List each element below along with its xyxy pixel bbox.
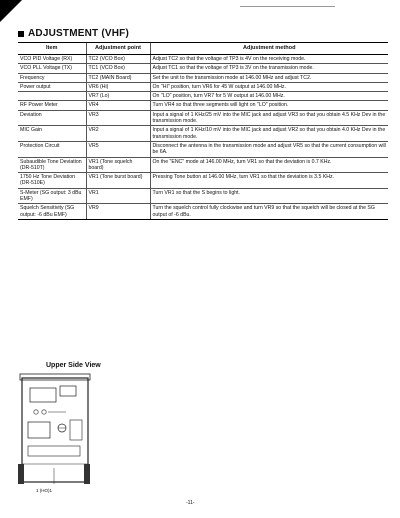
- cell-point: VR1: [86, 188, 150, 204]
- cell-method: Adjust TC2 so that the voltage of TP3 is 4V on the receiving mode.: [150, 55, 388, 64]
- page-number: -11-: [186, 500, 195, 506]
- cell-method: Adjust TC1 so that the voltage of TP3 is 3V on the transmission mode.: [150, 64, 388, 73]
- upper-side-view-diagram: [18, 372, 104, 488]
- adjustment-table: [18, 42, 388, 220]
- cell-item: MIC Gain: [18, 126, 86, 142]
- corner-mark: [0, 0, 22, 22]
- bullet-square-icon: [18, 31, 24, 37]
- table-row: [18, 110, 388, 126]
- table-row: [18, 64, 388, 73]
- cell-item: Deviation: [18, 110, 86, 126]
- cell-point: VR4: [86, 101, 150, 110]
- cell-method: Input a signal of 1 KHz/25 mV into the MIC jack and adjust VR3 so that you obtain 4.5 KHz Dev in the transmission mode.: [150, 110, 388, 126]
- diagram-label: 1 (HO)1: [36, 488, 53, 493]
- cell-method: Disconnect the antenna in the transmission mode and adjust VR5 so that the current consumption will be 6A.: [150, 141, 388, 157]
- table-row: [18, 82, 388, 91]
- column-header-method: Adjustment method: [150, 43, 388, 55]
- cell-item: VCO PID Voltage (RX): [18, 55, 86, 64]
- cell-point: VR9: [86, 204, 150, 220]
- cell-method: Input a signal of 1 KHz/10 mV into the MIC jack and adjust VR2 so that you obtain 4.0 KHz Dev in the transmission mode.: [150, 126, 388, 142]
- cell-point: TC2 (MAIN Board): [86, 73, 150, 82]
- section-title-text: ADJUSTMENT (VHF): [28, 28, 129, 39]
- cell-point: VR1 (Tone burst board): [86, 173, 150, 189]
- column-header-point: Adjustment point: [86, 43, 150, 55]
- table-row: [18, 204, 388, 220]
- cell-method: Set the unit to the transmission mode at 146.00 MHz and adjust TC2.: [150, 73, 388, 82]
- table-row: [18, 173, 388, 189]
- cell-method: Turn the squelch control fully clockwise and turn VR9 so that the squelch will be closed at the SG output of -6 dBu.: [150, 204, 388, 220]
- section-title: [18, 28, 129, 39]
- cell-method: Pressing Tone button at 146.00 MHz, turn VR1 so that the deviation is 3.5 KHz.: [150, 173, 388, 189]
- header-rule: [240, 6, 335, 7]
- cell-method: On "HI" position, turn VR6 for 45 W output at 146.00 MHz.: [150, 82, 388, 91]
- cell-point: VR3: [86, 110, 150, 126]
- table-row: [18, 126, 388, 142]
- cell-item: Frequency: [18, 73, 86, 82]
- cell-point: TC1 (VCO Box): [86, 64, 150, 73]
- cell-item: Squelch Sensitivity (SG output: -6 dBu EMF): [18, 204, 86, 220]
- table-row: [18, 92, 388, 101]
- cell-method: On "LO" position, turn VR7 for 5 W output at 146.00 MHz.: [150, 92, 388, 101]
- diagram-title: Upper Side View: [46, 362, 101, 369]
- cell-item: [18, 92, 86, 101]
- table-row: [18, 73, 388, 82]
- cell-point: VR2: [86, 126, 150, 142]
- table-row: [18, 101, 388, 110]
- column-header-item: Item: [18, 43, 86, 55]
- cell-item: 1750 Hz Tone Deviation (DR-510E): [18, 173, 86, 189]
- cell-point: TC2 (VCO Box): [86, 55, 150, 64]
- cell-point: VR5: [86, 141, 150, 157]
- cell-item: Power output: [18, 82, 86, 91]
- cell-item: VCO PLL Voltage (TX): [18, 64, 86, 73]
- cell-item: Protection Circuit: [18, 141, 86, 157]
- table-body: [18, 55, 388, 220]
- table-row: [18, 55, 388, 64]
- cell-item: S-Meter (SG output: 3 dBu EMF): [18, 188, 86, 204]
- table-row: [18, 157, 388, 173]
- cell-point: VR7 (Lo): [86, 92, 150, 101]
- cell-item: RF Power Meter: [18, 101, 86, 110]
- table-row: [18, 188, 388, 204]
- cell-point: VR6 (Hi): [86, 82, 150, 91]
- cell-point: VR1 (Tone squelch board): [86, 157, 150, 173]
- cell-method: On the "ENC" mode at 146.00 MHz, turn VR1 so that the deviation is 0.7 KHz.: [150, 157, 388, 173]
- cell-method: Turn VR1 so that the S begins to light.: [150, 188, 388, 204]
- table-row: [18, 141, 388, 157]
- cell-method: Turn VR4 so that three segments will light on "LO" position.: [150, 101, 388, 110]
- cell-item: Subaudible Tone Deviation (DR-510T): [18, 157, 86, 173]
- table-header-row: [18, 43, 388, 55]
